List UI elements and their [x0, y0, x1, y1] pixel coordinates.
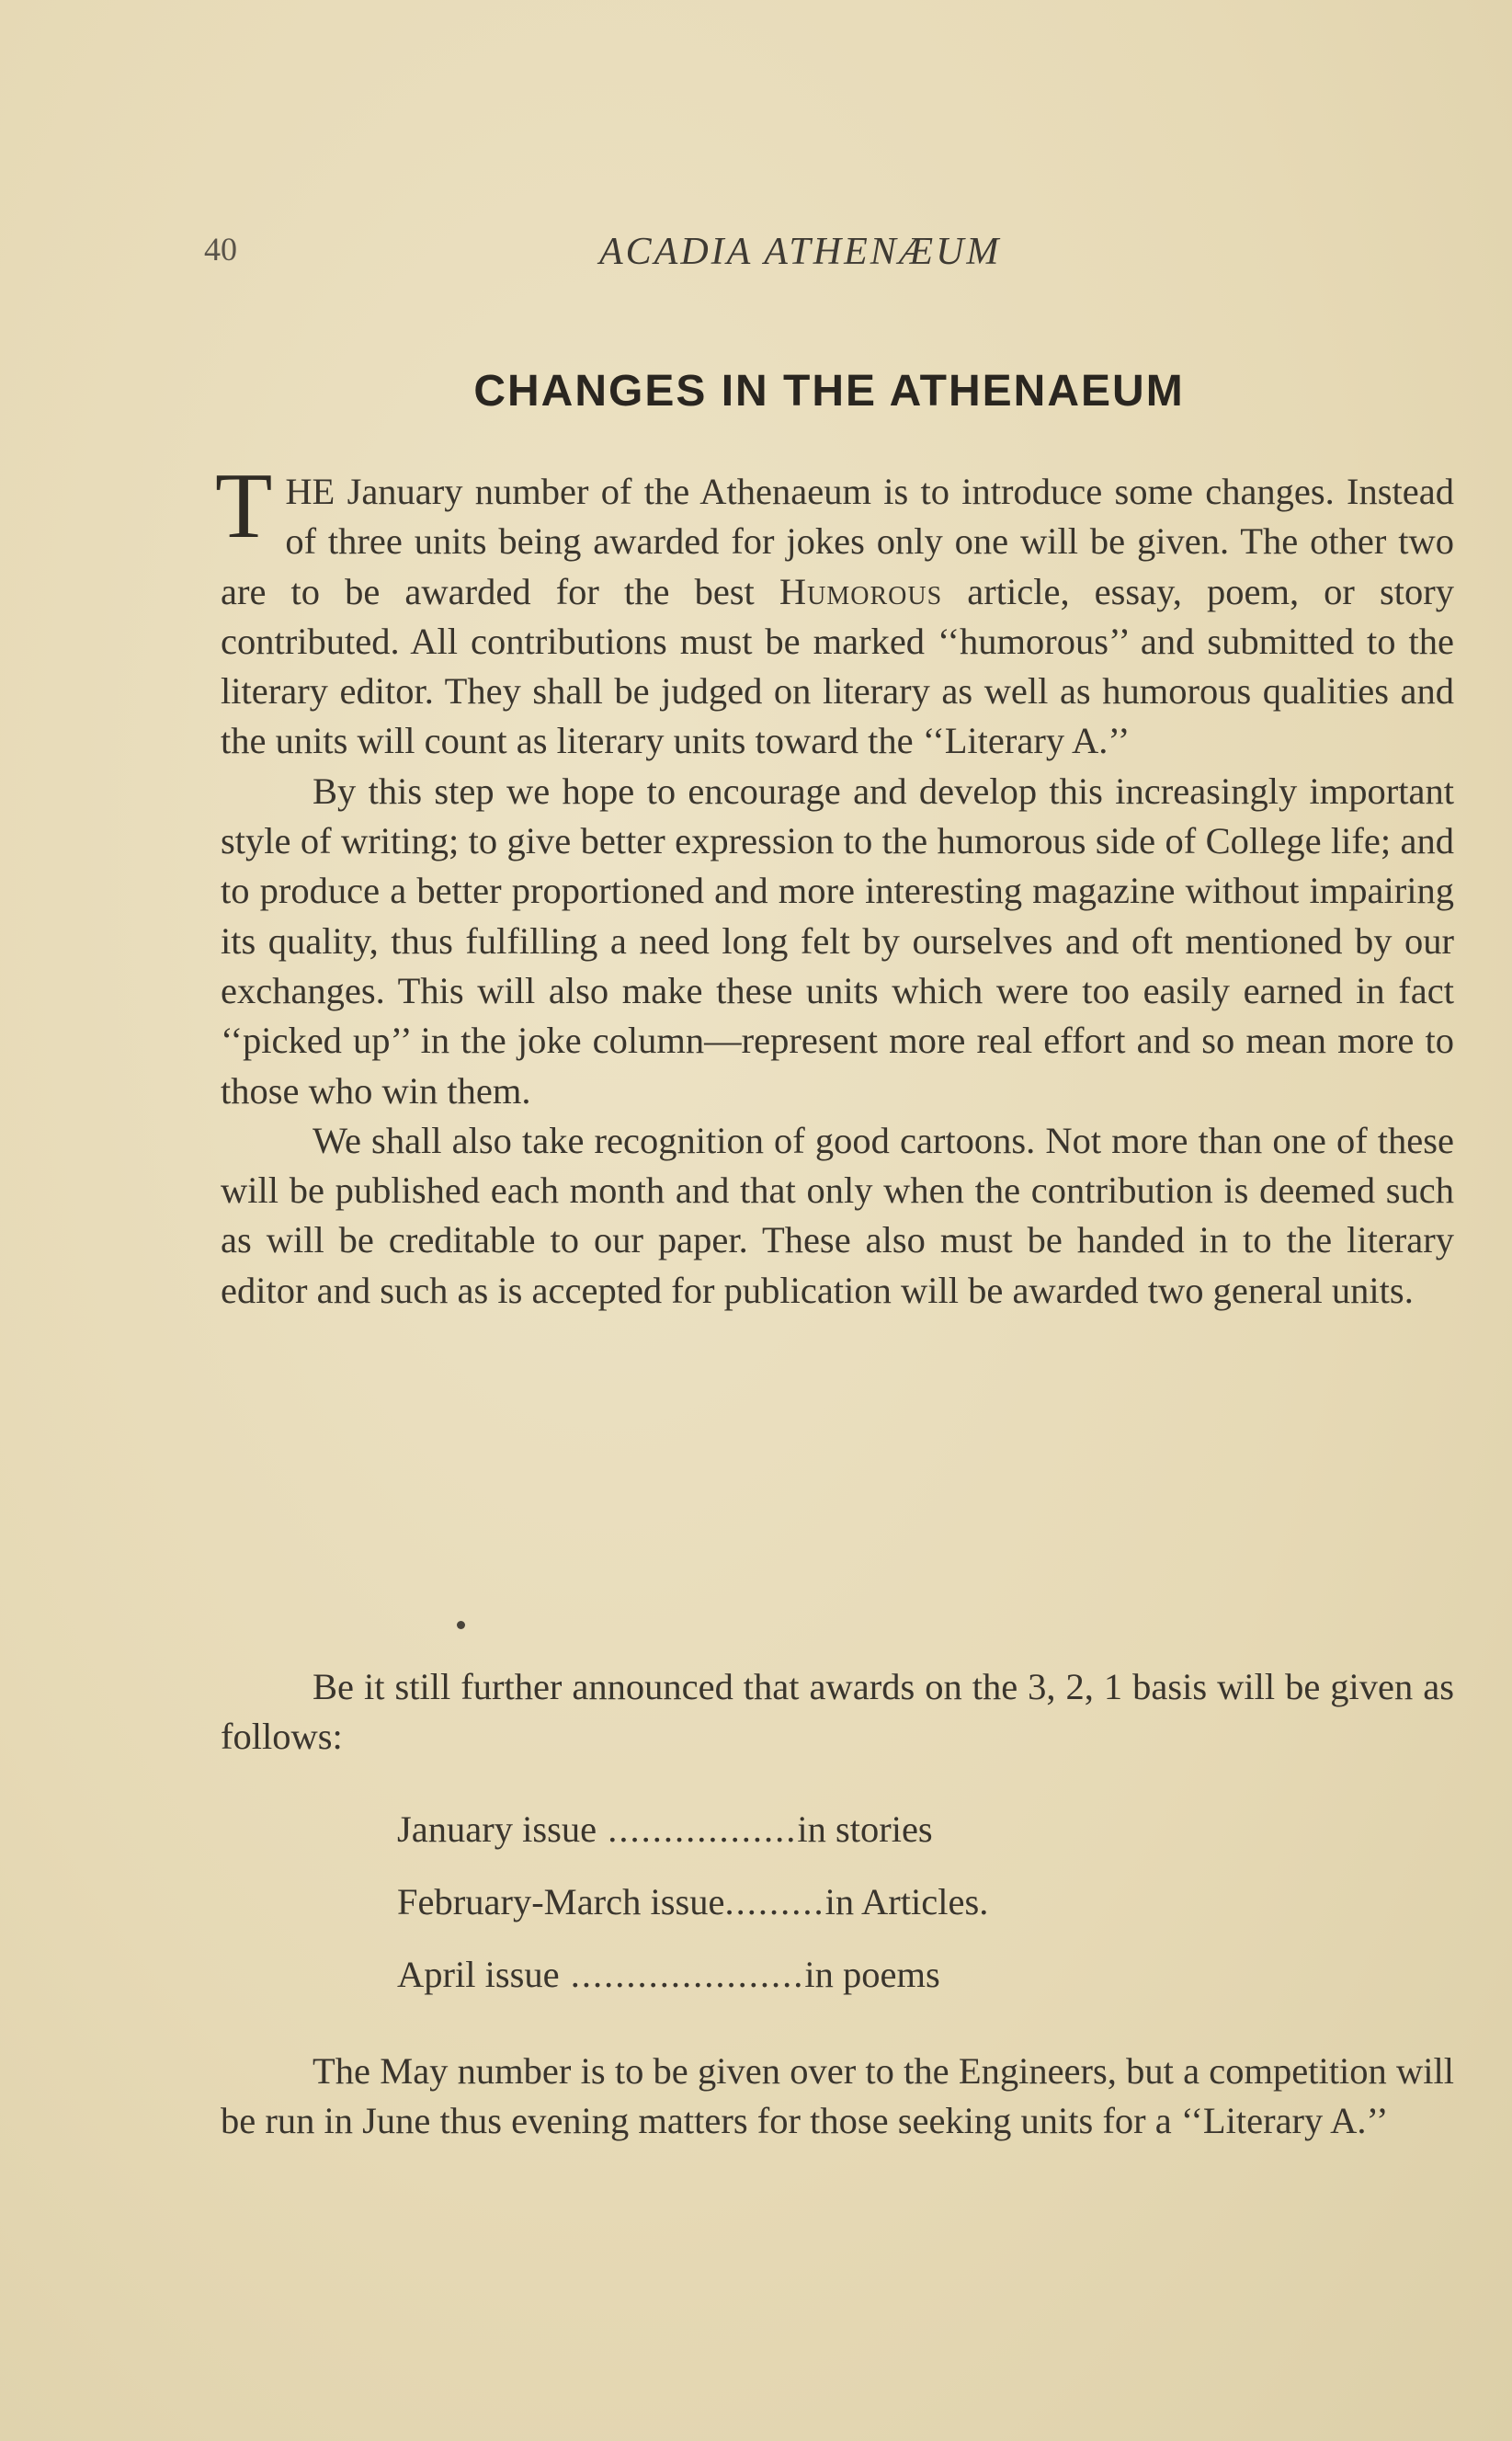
paragraph-1 [215, 454, 1454, 767]
award-category: in stories [797, 1808, 933, 1850]
closing-paragraph [221, 2047, 1454, 2147]
section-dot [457, 1621, 465, 1629]
humorous-smallcaps: Humorous [779, 570, 943, 612]
article-body [215, 454, 1454, 1316]
award-issue: April issue [397, 1954, 560, 1995]
article-title: CHANGES IN THE ATHENAEUM [473, 367, 1185, 416]
paragraph-2: By this step we hope to encourage and develop this increasingly important style of writing; to give better expression to the humorous side of College life; and to produce a better proportioned and more interesting magazine without impairing its quality, thus fulfilling a need long felt by ourselves and oft mentioned by our exchanges. This will also make these units which were too easily earned in fact ‘‘picked up’’ in the joke column—represent more real effort and so mean more to those who win them. [221, 770, 1454, 1112]
paragraph-3: We shall also take recognition of good cartoons. Not more than one of these will be published each month and that only when the contribution is deemed such as will be creditable to our paper. These also must be handed in to the literary editor and such as is accepted for publication will be awarded two general units. [221, 1119, 1454, 1311]
award-category: in Articles. [824, 1881, 989, 1922]
leader-dots: ......... [724, 1881, 825, 1922]
running-head [204, 230, 1454, 285]
award-row [397, 1947, 1279, 2020]
award-issue: January issue [397, 1808, 597, 1850]
drop-cap: T [215, 454, 273, 558]
award-category: in poems [804, 1954, 940, 1995]
announcement-text: Be it still further announced that awards on the 3, 2, 1 basis will be given as follows: [221, 1666, 1454, 1758]
leader-dots: ................. [597, 1808, 798, 1850]
award-row [397, 1802, 1279, 1875]
leader-dots: ..................... [559, 1954, 805, 1995]
paragraph-1-text-a: HE January number of the Athenaeum is to introduce some changes. Instead of three units being awarded for jokes only one will be given. The other two are to be awarded for the best [221, 471, 1454, 612]
journal-title: ACADIA ATHENÆUM [599, 231, 1002, 273]
announcement [221, 1662, 1454, 1762]
page-number: 40 [204, 231, 237, 268]
awards-list [397, 1802, 1279, 2020]
award-row [397, 1875, 1279, 1947]
award-issue: February-March issue [397, 1881, 725, 1922]
paragraph-1-text-b: article, essay, poem, or story contributed. All contributions must be marked ‘‘humorous’’ and submitted to the literary editor. They shall be judged on literary as well as humorous qualities and the units will count as literary units toward the ‘‘Literary A.’’ [221, 570, 1454, 762]
closing-text: The May number is to be given over to the Engineers, but a competition will be run in June thus evening matters for those seeking units for a ‘‘Literary A.’’ [221, 2050, 1454, 2142]
